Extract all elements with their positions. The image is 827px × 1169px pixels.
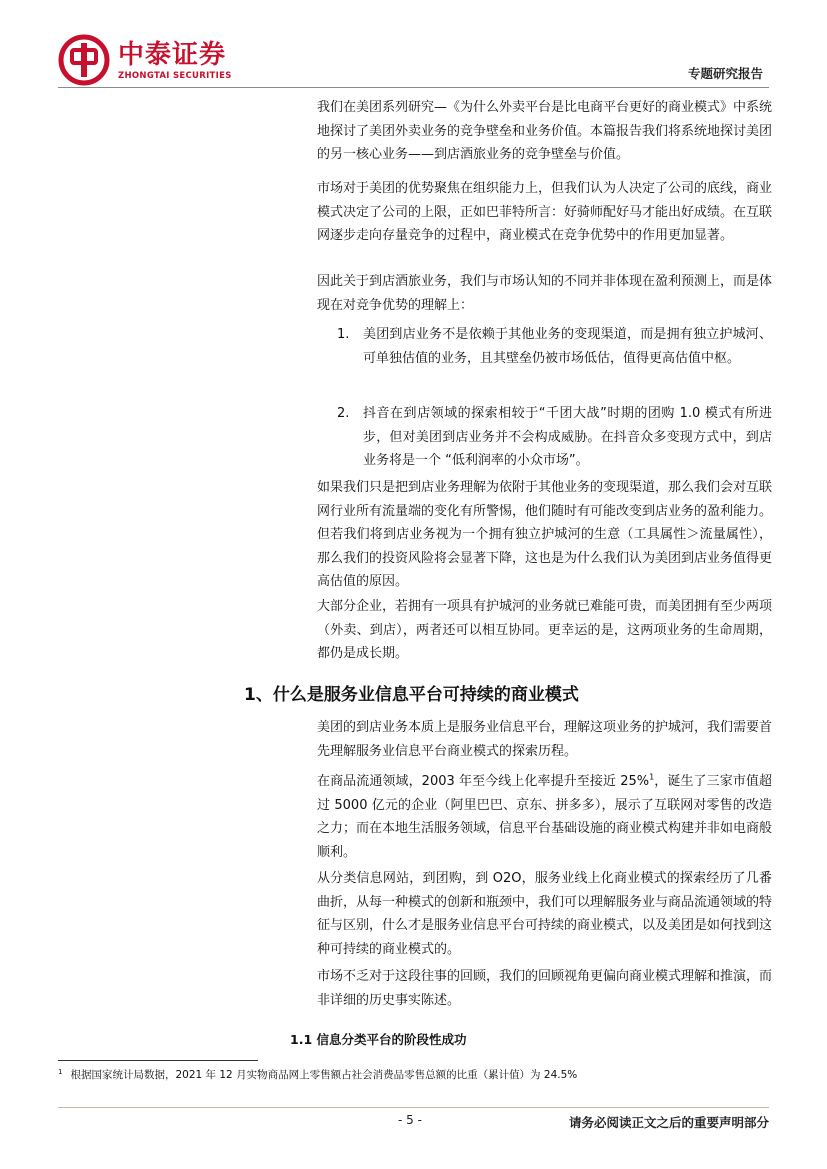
list-number: 1.: [337, 327, 350, 342]
zhongtai-logo-icon: [58, 34, 110, 86]
company-logo: [58, 34, 232, 86]
logo-cn-text: 中泰证券: [118, 39, 227, 70]
paragraph-text: 市场不乏对于这段往事的回顾，我们的回顾视角更偏向商业模式理解和推演，而非详细的历史事实陈述。: [317, 969, 773, 1008]
intro-paragraph-1: [317, 96, 772, 167]
header-divider: [58, 87, 769, 88]
section-paragraph-2: [317, 770, 772, 864]
paragraph-text: 如果我们只是把到店业务理解为依附于其他业务的变现渠道，那么我们会对互联网行业所有流量端的变化有所警惕，他们随时有可能改变到店业务的盈利能力。但若我们将到店业务视为一个拥有独立护城河的生意（工具属性＞流量属性），那么我们的投资风险将会显著下降，这也是为什么我们认为美团到店业务值得更高估值的原因。: [317, 480, 773, 589]
paragraph-text: 我们在美团系列研究—《为什么外卖平台是比电商平台更好的商业模式》中系统地探讨了美团外卖业务的竞争壁垒和业务价值。本篇报告我们将系统地探讨美团的另一核心业务——到店酒旅业务的竞争壁垒与价值。: [317, 100, 773, 162]
logo-en-text: ZHONGTAI SECURITIES: [118, 70, 232, 81]
conclusion-paragraph: [317, 595, 772, 666]
footnote-text: 根据国家统计局数据，2021 年 12 月实物商品网上零售额占社会消费品零售总额的比重（累计值）为 24.5%: [70, 1069, 578, 1081]
paragraph-text: 大部分企业，若拥有一项具有护城河的业务就已难能可贵，而美团拥有至少两项（外卖、到店），两者还可以相互协同。更幸运的是，这两项业务的生命周期，都仍是成长期。: [317, 599, 773, 661]
analysis-paragraph: [317, 476, 772, 594]
intro-paragraph-3: [317, 270, 772, 317]
paragraph-text: 因此关于到店酒旅业务，我们与市场认知的不同并非体现在盈利预测上，而是体现在对竞争优势的理解上：: [317, 274, 773, 313]
list-item-text: 抖音在到店领域的探索相较于“千团大战”时期的团购 1.0 模式有所进步，但对美团到店业务并不会构成威胁。在抖音众多变现方式中，到店业务将是一个 “低利润率的小众市场”。: [363, 406, 772, 468]
subsection-heading: 1.1 信息分类平台的阶段性成功: [290, 1032, 467, 1047]
paragraph-text-part: ，诞生了三家市值超过 5000 亿元的企业（阿里巴巴、京东、拼多多），展示了互联网对零售的改造之力；而在本地生活服务领域，信息平台基础设施的商业模式构建并非如电商般顺利。: [317, 774, 773, 860]
list-item-text: 美团到店业务不是依赖于其他业务的变现渠道，而是拥有独立护城河、可单独估值的业务，且其壁垒仍被市场低估，值得更高估值中枢。: [363, 327, 772, 366]
intro-paragraph-2: [317, 177, 772, 248]
section-paragraph-1: [317, 716, 772, 763]
list-number: 2.: [337, 406, 350, 421]
page-number: - 5 -: [398, 1113, 422, 1127]
list-item: [337, 323, 772, 370]
list-item: [337, 402, 772, 473]
report-type-label: 专题研究报告: [687, 66, 763, 81]
footnote-divider: [58, 1060, 258, 1061]
paragraph-text: [317, 770, 772, 864]
paragraph-text: 美团的到店业务本质上是服务业信息平台，理解这项业务的护城河，我们需要首先理解服务业信息平台商业模式的探索历程。: [317, 720, 773, 759]
paragraph-text: 市场对于美团的优势聚焦在组织能力上，但我们认为人决定了公司的底线，商业模式决定了公司的上限，正如巴菲特所言：好骑师配好马才能出好成绩。在互联网逐步走向存量竞争的过程中，商业模式在竞争优势中的作用更加显著。: [317, 181, 773, 243]
footnote-reference: 1: [649, 772, 655, 782]
section-heading: 1、什么是服务业信息平台可持续的商业模式: [244, 685, 579, 705]
footnote-mark: 1: [58, 1067, 63, 1076]
section-paragraph-3: [317, 867, 772, 961]
footer-divider: [58, 1107, 769, 1108]
paragraph-text-part: 在商品流通领域，2003 年至今线上化率提升至接近 25%: [317, 774, 650, 789]
disclaimer-text: 请务必阅读正文之后的重要声明部分: [568, 1115, 769, 1130]
paragraph-text: 从分类信息网站，到团购，到 O2O，服务业线上化商业模式的探索经历了几番曲折，从每一种模式的创新和瓶颈中，我们可以理解服务业与商品流通领域的特征与区别，什么才是服务业信息平台可持续的商业模式，以及美团是如何找到这种可持续的商业模式的。: [317, 871, 773, 957]
section-paragraph-4: [317, 965, 772, 1012]
footnote: [58, 1067, 577, 1082]
